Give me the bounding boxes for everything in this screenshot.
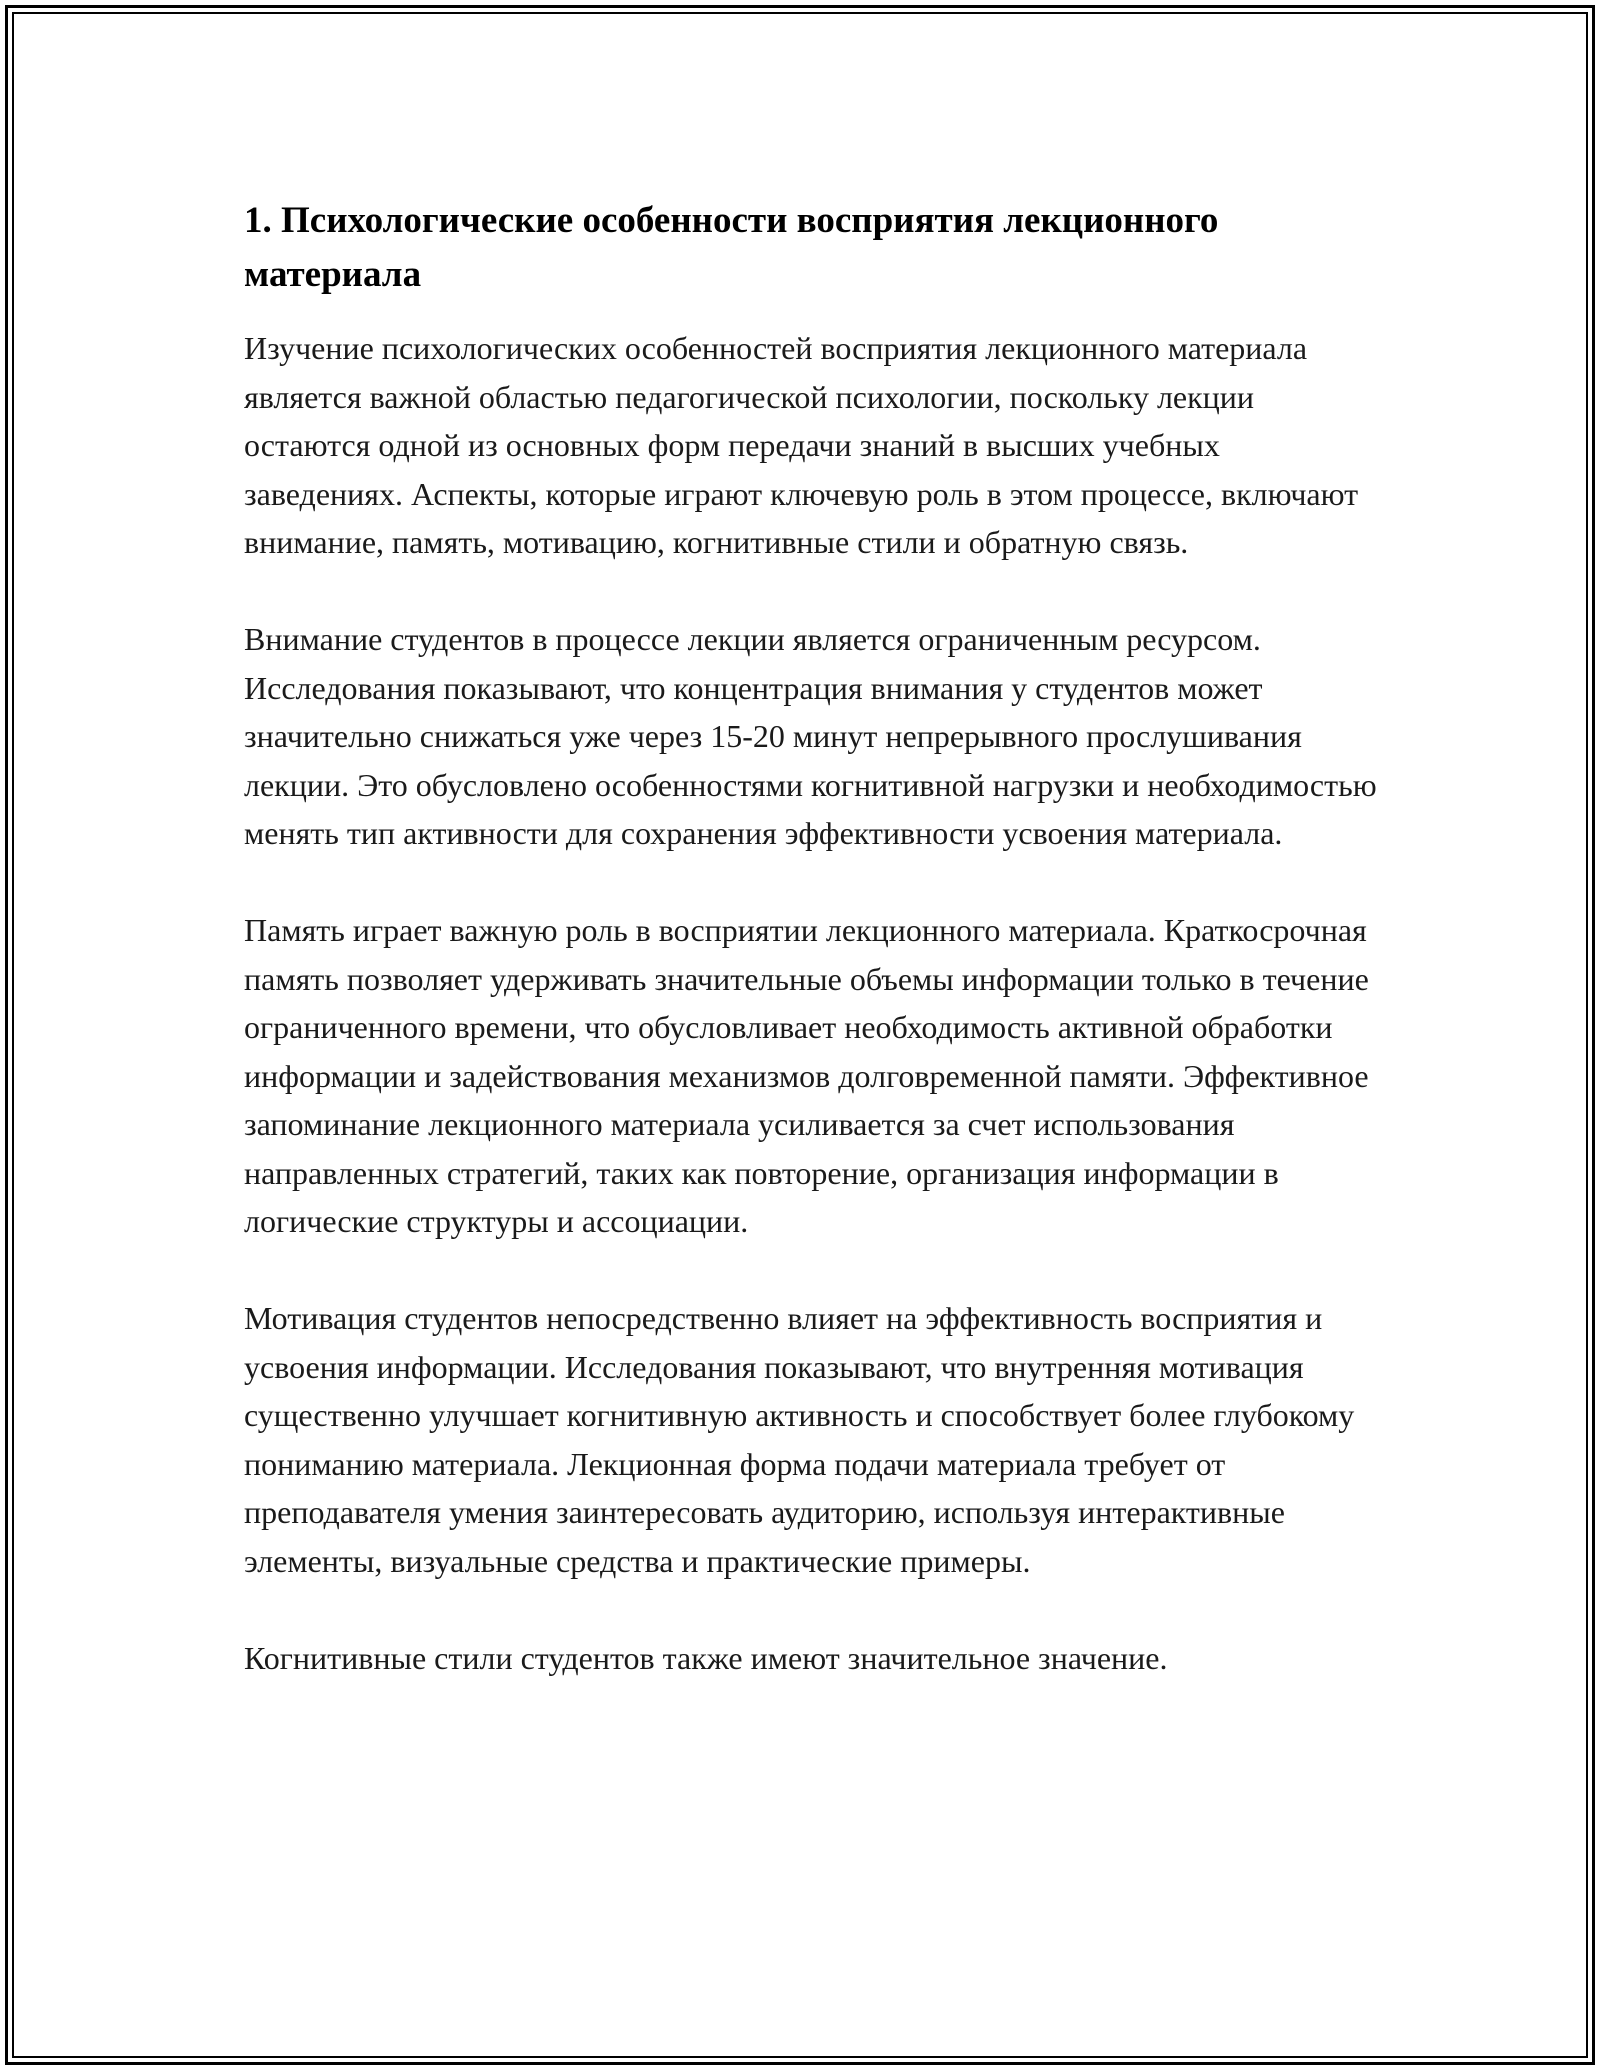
paragraph-memory: Память играет важную роль в восприятии лекционного материала. Краткосрочная память позволяет удерживать значительные объемы информации только в течение ограниченного времени, что обусловливает необходимость активной обработки информации и задействования механизмов долговременной памяти. Эффективное запоминание лекционного материала усиливается за счет использования направленных стратегий, таких как повторение, организация информации в логические структуры и ассоциации. [244,912,1369,1239]
paragraph-cognitive-styles: Когнитивные стили студентов также имеют значительное значение. [244,1639,1168,1676]
document-body [244,194,1384,1682]
page-frame [5,5,1595,2065]
paragraph-attention: Внимание студентов в процессе лекции является ограниченным ресурсом. Исследования показывают, что концентрация внимания у студентов может значительно снижаться уже через 15-20 минут непрерывного прослушивания лекции. Это обусловлено особенностями когнитивной нагрузки и необходимостью менять тип активности для сохранения эффективности усвоения материала. [244,621,1377,851]
page-title: 1. Психологические особенности восприятия лекционного материала [244,200,1219,295]
paragraph-motivation: Мотивация студентов непосредственно влияет на эффективность восприятия и усвоения информации. Исследования показывают, что внутренняя мотивация существенно улучшает когнитивную активность и способствует более глубокому пониманию материала. Лекционная форма подачи материала требует от преподавателя умения заинтересовать аудиторию, используя интерактивные элементы, визуальные средства и практические примеры. [244,1300,1355,1579]
paragraph-intro: Изучение психологических особенностей восприятия лекционного материала является важной областью педагогической психологии, поскольку лекции остаются одной из основных форм передачи знаний в высших учебных заведениях. Аспекты, которые играют ключевую роль в этом процессе, включают внимание, память, мотивацию, когнитивные стили и обратную связь. [244,330,1359,560]
